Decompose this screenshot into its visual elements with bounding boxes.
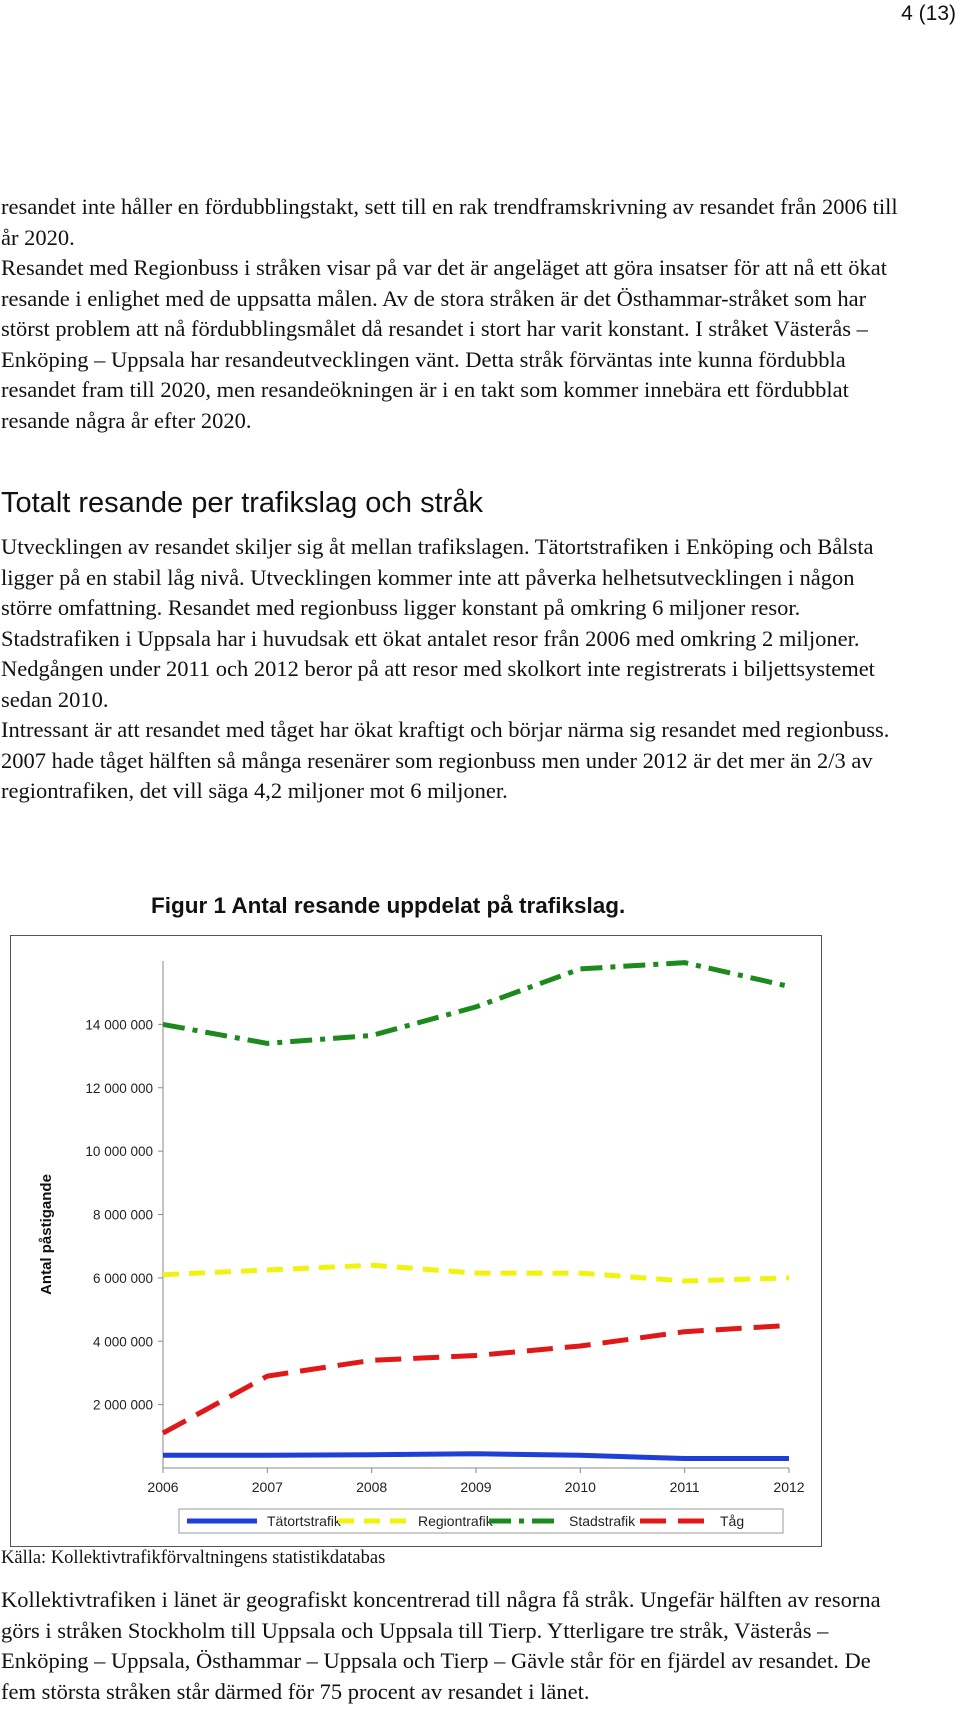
intro-paragraph — [1, 192, 901, 436]
y-tick-label: 6 000 000 — [92, 1270, 153, 1286]
text-paragraph: Resandet med Regionbuss i stråken visar på var det är angeläget att göra insatser för att nå ett ökat resande i enlighet med de uppsatta målen. Av de stora stråken är det Östhammar-stråket som har störst problem att nå fördubblingsmålet då resandet i stort har varit konstant. I stråket Västerås – Enköping – Uppsala har resandeutvecklingen vänt. Detta stråk förväntas inte kunna fördubbla resandet fram till 2020, men resandeökningen är i en takt som kommer innebära ett fördubblat resande några år efter 2020. — [1, 255, 887, 433]
text-paragraph: resandet inte håller en fördubblingstakt, sett till en rak trendframskrivning av resandet från 2006 till år 2020. — [1, 194, 898, 250]
line-chart — [10, 935, 822, 1547]
page-number: 4 (13) — [901, 2, 956, 25]
closing-paragraph — [1, 1585, 901, 1707]
text-paragraph: Stadstrafiken i Uppsala har i huvudsak ett ökat antalet resor från 2006 med omkring 2 miljoner. Nedgången under 2011 och 2012 beror på att resor med skolkort inte registrerats i biljettsystemet sedan 2010. — [1, 625, 875, 712]
legend-label: Tätortstrafik — [267, 1513, 341, 1529]
y-tick-label: 14 000 000 — [85, 1017, 153, 1033]
chart-svg — [11, 936, 821, 1546]
x-tick-label: 2007 — [251, 1479, 283, 1495]
x-tick-label: 2008 — [356, 1479, 388, 1495]
x-tick-label: 2009 — [460, 1479, 492, 1495]
y-tick-label: 12 000 000 — [85, 1080, 153, 1096]
series-line-stadstrafik — [163, 963, 789, 1044]
y-tick-label: 10 000 000 — [85, 1144, 153, 1160]
legend-label: Regiontrafik — [418, 1513, 493, 1529]
source-note: Källa: Kollektivtrafikförvaltningens statistikdatabas — [1, 1548, 386, 1568]
x-tick-label: 2012 — [773, 1479, 805, 1495]
text-paragraph: Kollektivtrafiken i länet är geografiskt koncentrerad till några få stråk. Ungefär hälften av resorna görs i stråken Stockholm till Uppsala och Uppsala till Tierp. Ytterligare tre stråk, Västerås – Enköping – Uppsala, Östhammar – Uppsala och Tierp – Gävle står för en fjärdel av resandet. De fem största stråken står därmed för 75 procent av resandet i länet. — [1, 1587, 881, 1704]
text-paragraph: Intressant är att resandet med tåget har ökat kraftigt och börjar närma sig resandet med regionbuss. 2007 hade tåget hälften så många resenärer som regionbuss men under 2012 är det mer än 2/3 av regiontrafiken, det vill säga 4,2 miljoner mot 6 miljoner. — [1, 717, 890, 803]
body-paragraph — [1, 532, 901, 807]
y-tick-label: 8 000 000 — [92, 1207, 153, 1223]
text-paragraph: Utvecklingen av resandet skiljer sig åt mellan trafikslagen. Tätortstrafiken i Enköping och Bålsta ligger på en stabil låg nivå. Utvecklingen kommer inte att påverka helhetsutvecklingen i någon större omfattning. Resandet med regionbuss ligger konstant på omkring 6 miljoner resor. — [1, 534, 874, 620]
y-tick-label: 4 000 000 — [92, 1334, 153, 1350]
figure-caption: Figur 1 Antal resande uppdelat på trafikslag. — [151, 893, 626, 918]
x-tick-label: 2006 — [147, 1479, 179, 1495]
y-tick-label: 2 000 000 — [92, 1397, 153, 1413]
legend-label: Tåg — [720, 1513, 745, 1529]
x-tick-label: 2010 — [564, 1479, 596, 1495]
section-heading: Totalt resande per trafikslag och stråk — [1, 487, 483, 519]
legend-label: Stadstrafik — [569, 1513, 636, 1529]
series-line-t-g — [163, 1325, 789, 1433]
y-axis-label: Antal påstigande — [38, 1174, 55, 1295]
series-line-t-tortstrafik — [163, 1454, 789, 1459]
x-tick-label: 2011 — [669, 1479, 700, 1495]
series-line-regiontrafik — [163, 1265, 789, 1281]
